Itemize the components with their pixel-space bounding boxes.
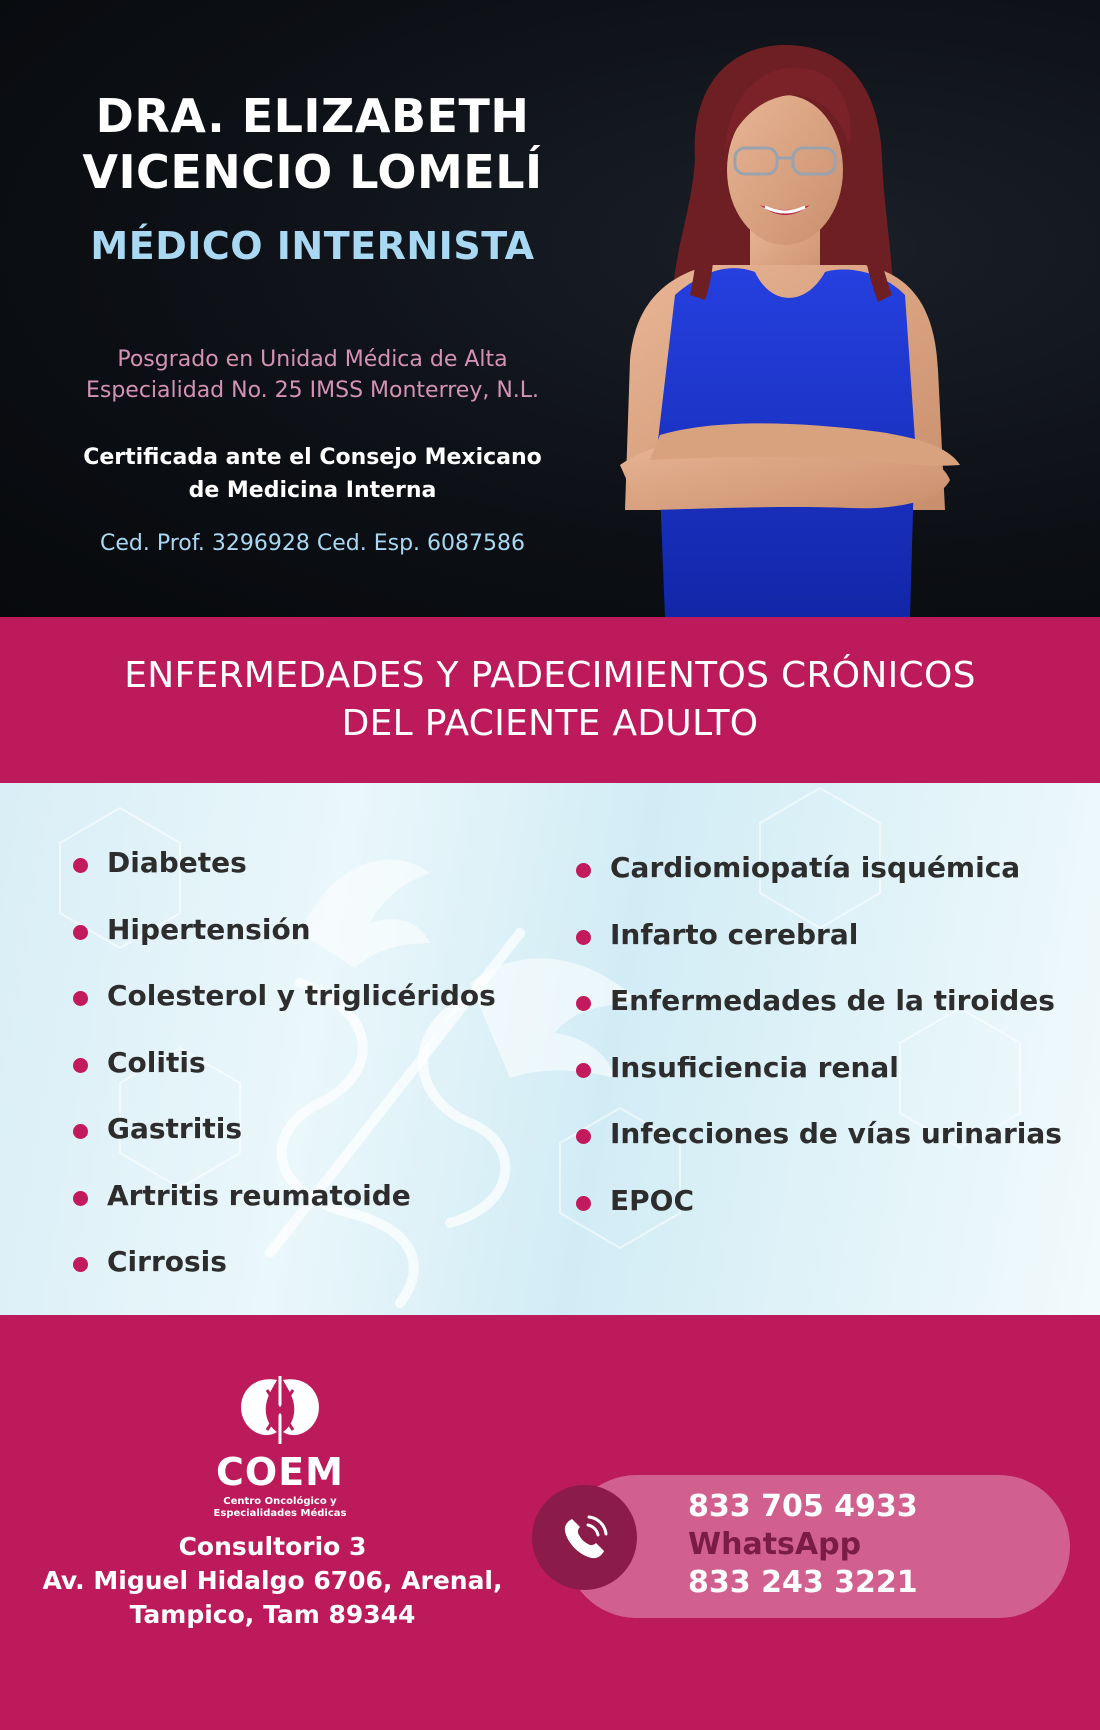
bullet-icon [73, 991, 88, 1006]
phone-number-1[interactable]: 833 705 4933 [688, 1489, 918, 1524]
phone-button[interactable] [532, 1485, 637, 1590]
whatsapp-label: WhatsApp [688, 1527, 862, 1562]
posgrado-line1: Posgrado en Unidad Médica de Alta [117, 347, 508, 372]
bullet-icon [576, 1063, 591, 1078]
banner-line2: DEL PACIENTE ADULTO [341, 703, 759, 744]
clinic-address [20, 1530, 525, 1632]
address-line3: Tampico, Tam 89344 [129, 1600, 416, 1629]
cedulas-text: Ced. Prof. 3296928 Ced. Esp. 6087586 [100, 531, 525, 556]
doctor-header [0, 0, 1100, 617]
condition-label: Cardiomiopatía isquémica [610, 851, 1021, 884]
bullet-icon [576, 1196, 591, 1211]
phone-icon [558, 1511, 612, 1565]
condition-label: Colesterol y triglicéridos [107, 979, 496, 1012]
condition-label: EPOC [610, 1184, 694, 1217]
address-line2: Av. Miguel Hidalgo 6706, Arenal, [42, 1566, 503, 1595]
condition-label: Cirrosis [107, 1245, 227, 1278]
condition-label: Colitis [107, 1046, 206, 1079]
bullet-icon [73, 1257, 88, 1272]
condition-label: Enfermedades de la tiroides [610, 984, 1055, 1017]
logo-name: COEM [216, 1450, 344, 1494]
bullet-icon [73, 1191, 88, 1206]
conditions-section [0, 783, 1100, 1315]
logo-subtitle [205, 1496, 355, 1520]
condition-label: Artritis reumatoide [107, 1179, 411, 1212]
logo-sub-line1: Centro Oncológico y [223, 1496, 337, 1507]
coem-emblem-icon [237, 1370, 323, 1448]
bullet-icon [576, 996, 591, 1011]
bullet-icon [73, 925, 88, 940]
bullet-icon [73, 1058, 88, 1073]
doctor-name [40, 88, 585, 200]
certification-text [20, 441, 605, 507]
contact-numbers [688, 1488, 1048, 1602]
bullet-icon [73, 858, 88, 873]
certification-line2: de Medicina Interna [188, 478, 437, 503]
coem-logo [205, 1370, 355, 1530]
doctor-specialty: MÉDICO INTERNISTA [90, 224, 535, 268]
bullet-icon [576, 863, 591, 878]
banner-line1: ENFERMEDADES Y PADECIMIENTOS CRÓNICOS [124, 655, 976, 696]
doctor-name-line1: DRA. ELIZABETH [95, 89, 530, 143]
phone-number-2[interactable]: 833 243 3221 [688, 1565, 918, 1600]
condition-label: Gastritis [107, 1112, 242, 1145]
condition-label: Hipertensión [107, 913, 311, 946]
posgrado-line2: Especialidad No. 25 IMSS Monterrey, N.L. [85, 378, 540, 403]
logo-sub-line2: Especialidades Médicas [213, 1508, 347, 1519]
bullet-icon [73, 1124, 88, 1139]
condition-label: Insuficiencia renal [610, 1051, 899, 1084]
condition-label: Diabetes [107, 846, 247, 879]
condition-label: Infecciones de vías urinarias [610, 1117, 1062, 1150]
posgrado-text [20, 344, 605, 406]
doctor-photo [620, 40, 1040, 617]
address-line1: Consultorio 3 [178, 1532, 367, 1561]
doctor-name-line2: VICENCIO LOMELÍ [82, 145, 543, 199]
conditions-banner [0, 617, 1100, 783]
bullet-icon [576, 1129, 591, 1144]
bullet-icon [576, 930, 591, 945]
certification-line1: Certificada ante el Consejo Mexicano [83, 445, 542, 470]
condition-label: Infarto cerebral [610, 918, 859, 951]
